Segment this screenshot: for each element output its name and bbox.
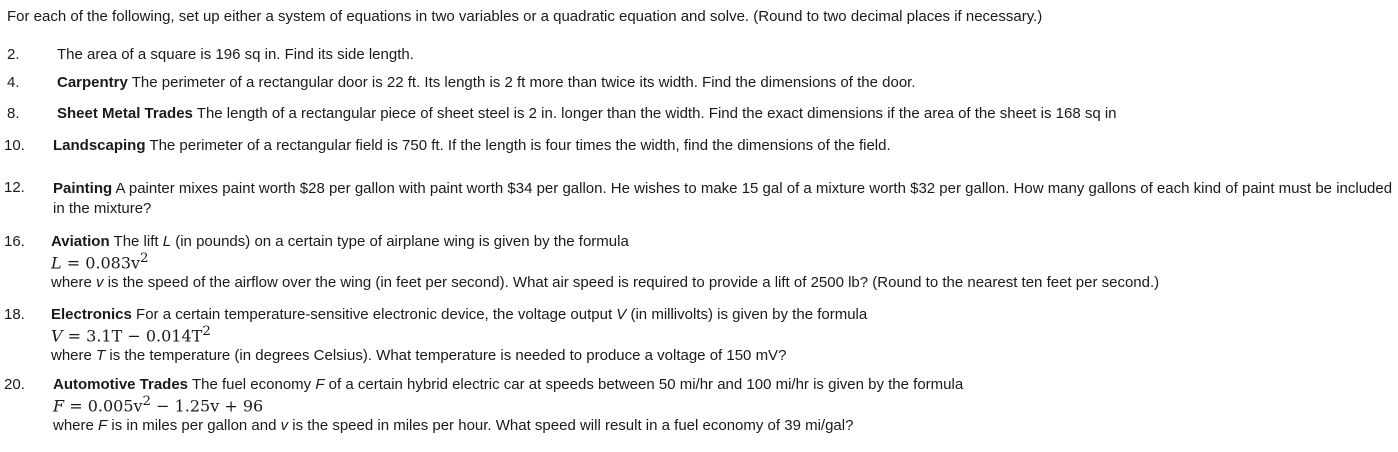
problem-text: The perimeter of a rectangular door is 22 ft. Its length is 2 ft more than twice its width. Find the dimensions of the door. [131,74,916,91]
variable: F [98,417,108,434]
problem-text: is the speed of the airflow over the wing (in feet per second). What air speed is required to provide a lift of 2500 lb? (Round to the nearest ten feet per second.) [103,274,1160,291]
problem-4 [57,74,916,91]
variable: F [315,376,325,393]
formula-rhs: 0.083v [85,253,141,273]
problem-where [53,417,853,434]
problem-text: is the temperature (in degrees Celsius). What temperature is needed to produce a voltage of 150 mV? [105,347,787,364]
problem-18 [51,306,867,323]
formula-exponent: 2 [140,251,149,266]
problem-where [51,347,786,364]
problem-text: The length of a rectangular piece of sheet steel is 2 in. longer than the width. Find the exact dimensions if the area of the sheet is 168 sq in [196,105,1117,122]
problem-text: The lift [113,233,163,250]
variable: L [162,233,172,250]
problem-20 [53,376,963,393]
problem-8 [57,105,1117,122]
problem-number: 16. [4,233,25,250]
problem-text: is in miles per gallon and [107,417,281,434]
problem-text: where [51,347,97,364]
variable: T [96,347,106,364]
problem-topic: Landscaping [53,137,146,154]
formula: $F = 0.005v^2 - 1.25v + 96$ [53,394,264,416]
formula-rest: − 1.25v + 96 [151,396,264,416]
problem-number: 20. [4,376,25,393]
problem-text: The area of a square is 196 sq in. Find its side length. [57,46,414,63]
problem-topic: Sheet Metal Trades [57,105,193,122]
problem-text: (in pounds) on a certain type of airplane wing is given by the formula [171,233,629,250]
problem-number: 2. [7,46,20,63]
problem-number: 8. [7,105,20,122]
variable: V [616,306,627,323]
problem-text: of a certain hybrid electric car at speeds between 50 mi/hr and 100 mi/hr is given by the formula [324,376,964,393]
formula-rhs: 0.005v [87,396,143,416]
problem-topic: Electronics [51,306,132,323]
problem-topic: Aviation [51,233,110,250]
problem-where [51,274,1159,291]
formula-exponent: 2 [142,394,152,409]
formula-lhs: F [53,396,65,416]
formula-exponent: 2 [202,324,211,339]
problem-topic: Carpentry [57,74,128,91]
problem-text: The perimeter of a rectangular field is 750 ft. If the length is four times the width, find the dimensions of the field. [149,137,891,154]
variable: v [280,417,289,434]
formula: $V = 3.1T - 0.014T^2$ [51,324,211,346]
instructions-text: For each of the following, set up either a system of equations in two variables or a quadratic equation and solve. (Round to two decimal places if necessary.) [7,8,1043,25]
problem-text: For a certain temperature-sensitive electronic device, the voltage output [136,306,617,323]
problem-text: where [51,274,97,291]
problem-text: The fuel economy [191,376,316,393]
formula-lhs: V [51,326,63,346]
problem-text: (in millivolts) is given by the formula [626,306,868,323]
problem-text: is the speed in miles per hour. What speed will result in a fuel economy of 39 mi/gal? [288,417,854,434]
problem-number: 12. [4,179,25,196]
problem-number: 18. [4,306,25,323]
formula: $L = 0.083v^2$ [51,251,149,273]
problem-10 [53,137,891,154]
problem-12 [53,179,1393,219]
problem-topic: Painting [53,180,113,197]
formula-rhs: 3.1T − 0.014T [86,326,203,346]
problem-text: where [53,417,99,434]
problem-number: 4. [7,74,20,91]
problem-topic: Automotive Trades [53,376,189,393]
variable: v [96,274,104,291]
formula-lhs: L [51,253,62,273]
problem-number: 10. [4,137,25,154]
problem-text: A painter mixes paint worth $28 per gallon with paint worth $34 per gallon. He wishes to make 15 gal of a mixture worth $32 per gallon. How many gallons of each kind of paint must be included in the mixture? [53,180,1393,217]
problem-16 [51,233,629,250]
